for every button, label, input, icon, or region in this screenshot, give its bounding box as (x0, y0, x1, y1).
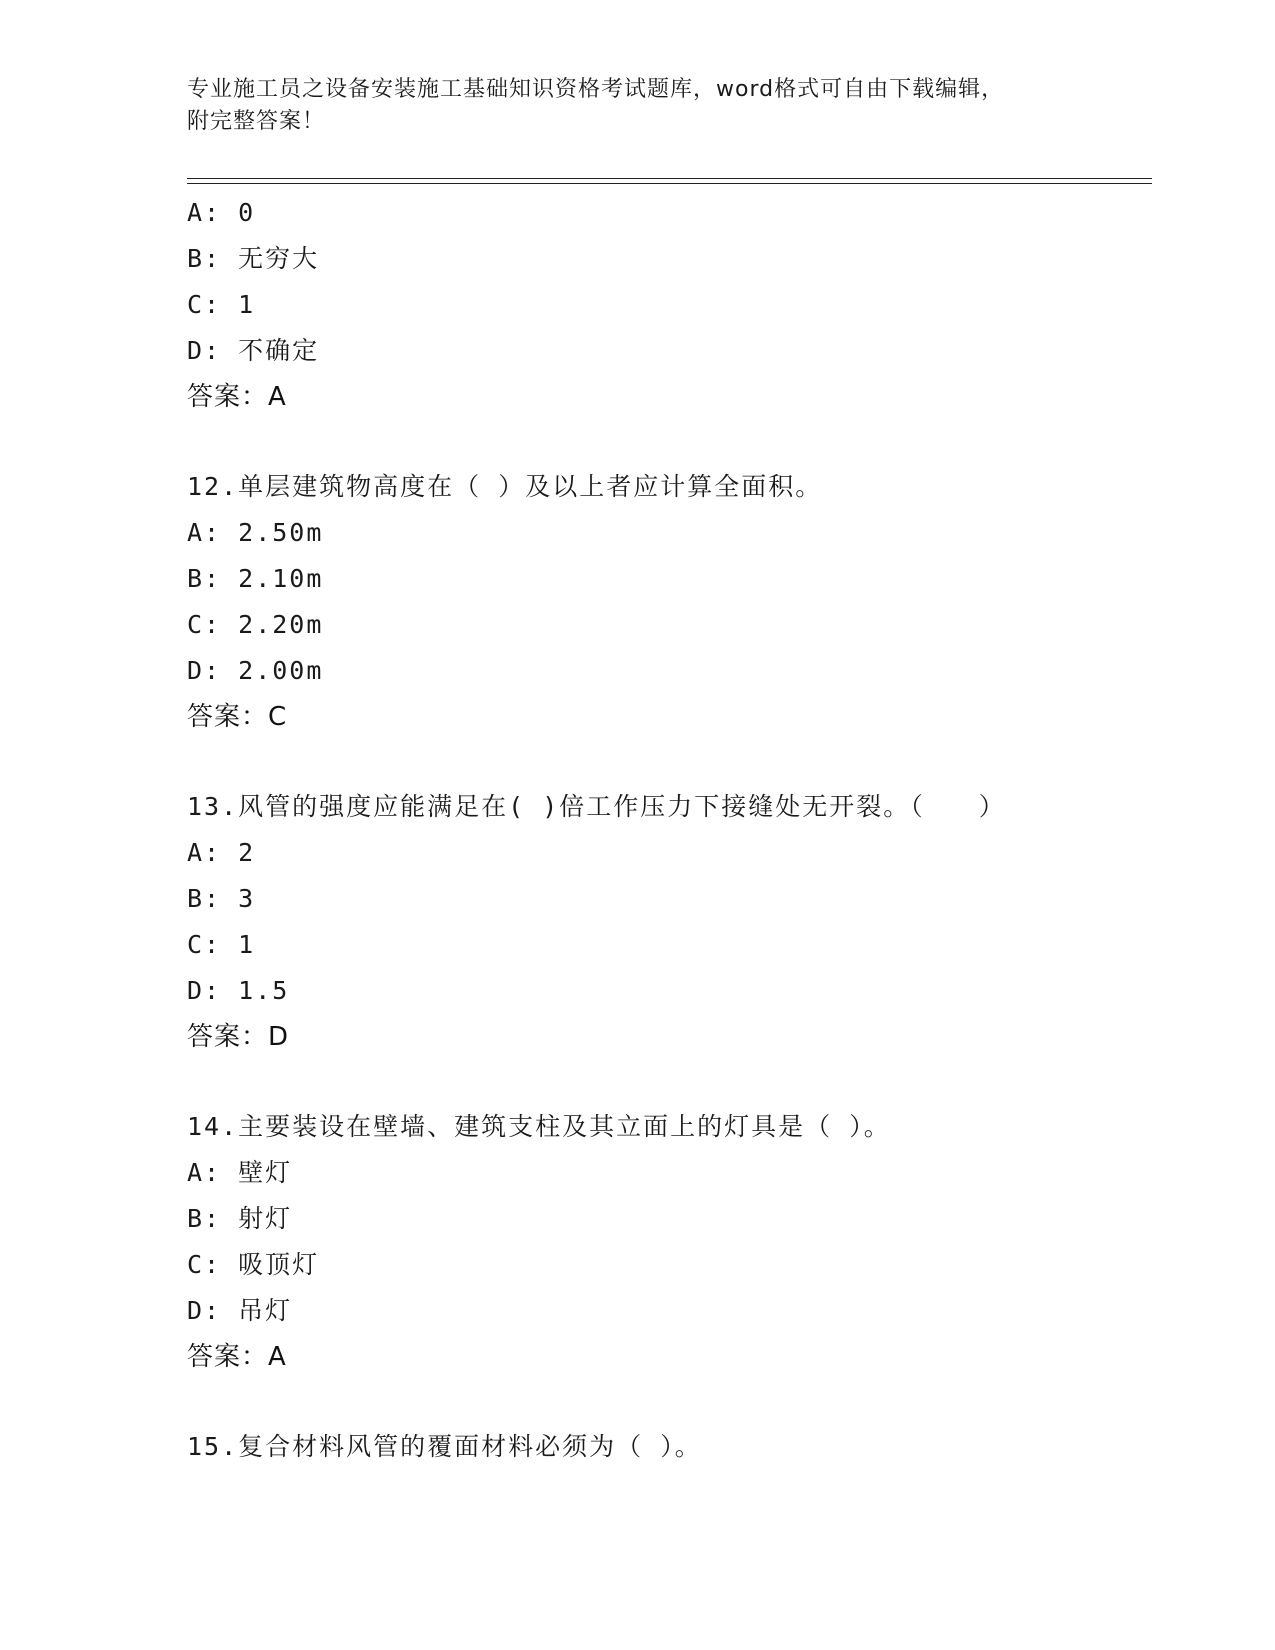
option-c: C: 1 (187, 290, 256, 319)
question-11-tail (187, 190, 1152, 420)
answer: 答案：A (187, 1342, 287, 1372)
option-d: D: 不确定 (187, 336, 320, 365)
option-b: B: 3 (187, 884, 256, 913)
option-a: A: 2.50m (187, 518, 324, 547)
answer: 答案：D (187, 1022, 290, 1052)
option-a: A: 2 (187, 838, 256, 867)
question-12 (187, 464, 1152, 740)
option-d: D: 1.5 (187, 976, 290, 1005)
option-a: A: 壁灯 (187, 1158, 293, 1187)
question-15 (187, 1424, 1152, 1470)
answer: 答案：A (187, 382, 287, 412)
question-list (187, 190, 1152, 1470)
question-text: 15.复合材料风管的覆面材料必须为（ ）。 (187, 1432, 702, 1461)
option-b: B: 射灯 (187, 1204, 293, 1233)
option-d: D: 吊灯 (187, 1296, 293, 1325)
question-text: 14.主要装设在壁墙、建筑支柱及其立面上的灯具是（ ）。 (187, 1112, 891, 1141)
option-c: C: 吸顶灯 (187, 1250, 320, 1279)
question-text: 13.风管的强度应能满足在( )倍工作压力下接缝处无开裂。（ ） (187, 792, 1006, 821)
option-d: D: 2.00m (187, 656, 324, 685)
option-c: C: 1 (187, 930, 256, 959)
question-13 (187, 784, 1152, 1060)
option-a: A: 0 (187, 198, 256, 227)
question-14 (187, 1104, 1152, 1380)
option-c: C: 2.20m (187, 610, 324, 639)
page-header (187, 74, 1087, 138)
option-b: B: 2.10m (187, 564, 324, 593)
header-line-2: 附完整答案！ (187, 109, 326, 134)
header-divider (187, 178, 1152, 184)
header-line-1: 专业施工员之设备安装施工基础知识资格考试题库，word格式可自由下载编辑， (187, 77, 1005, 102)
option-b: B: 无穷大 (187, 244, 320, 273)
answer: 答案：C (187, 702, 288, 732)
question-text: 12.单层建筑物高度在（ ）及以上者应计算全面积。 (187, 472, 823, 501)
